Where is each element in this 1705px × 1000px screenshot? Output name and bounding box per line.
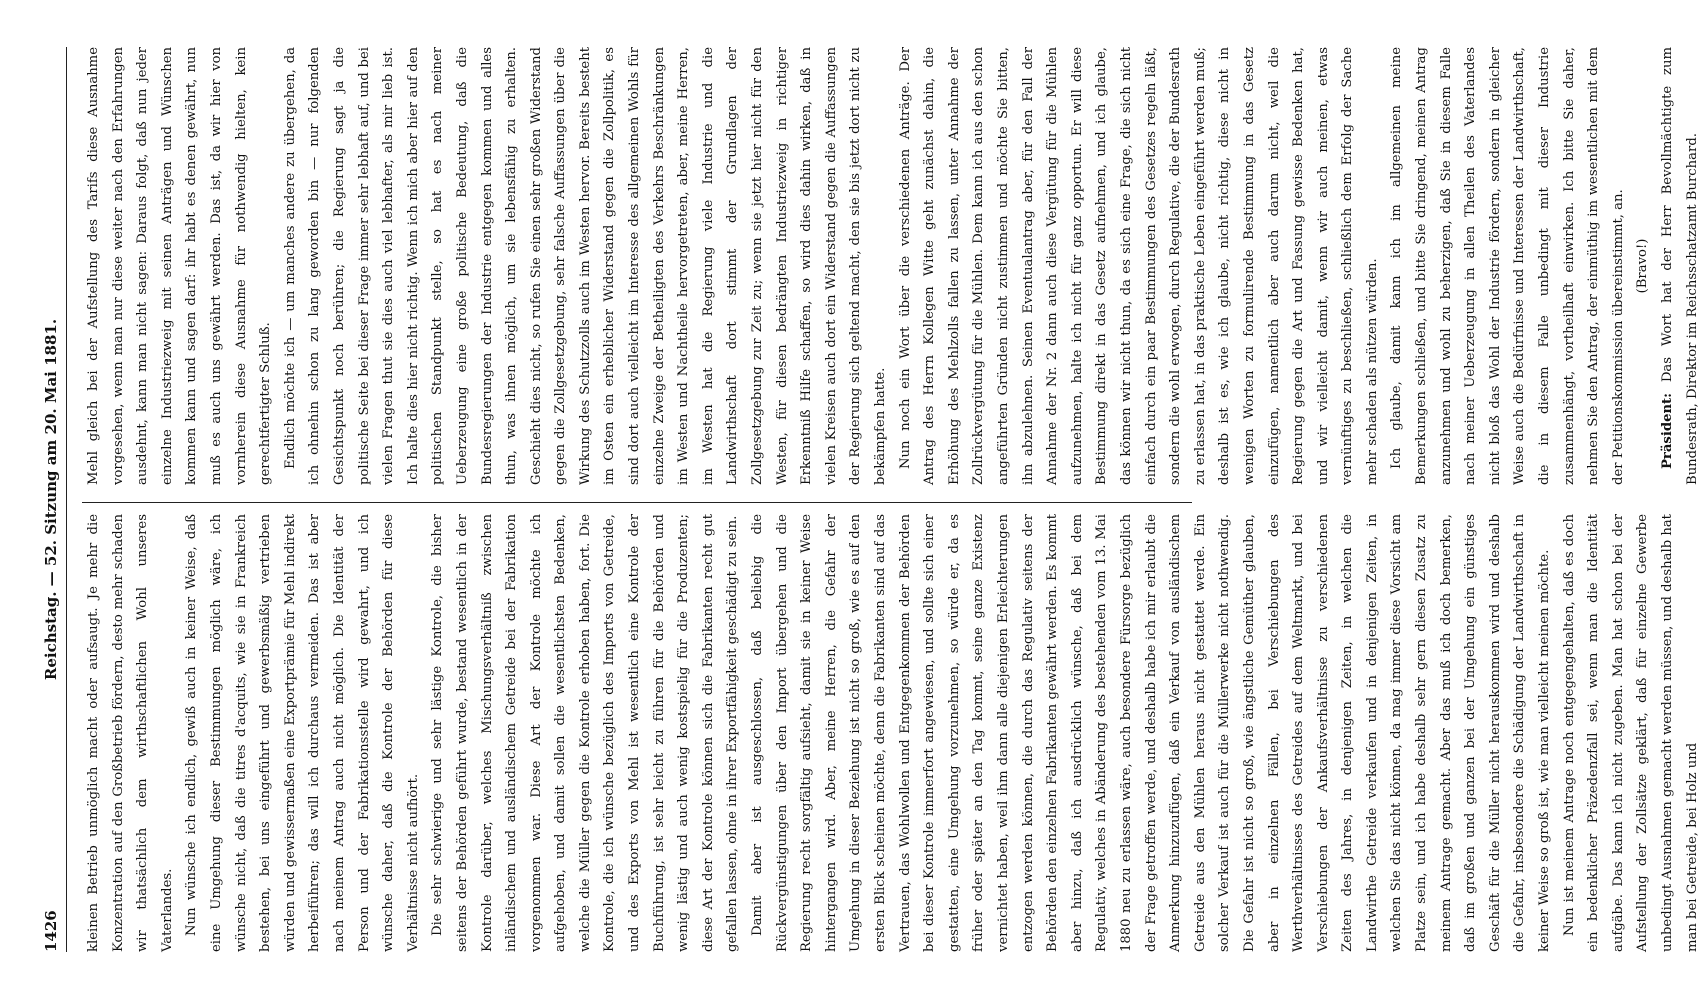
paragraph: Nun noch ein Wort über die verschiedenen Anträge. Der Antrag des Herrn Kollegen Witte geht zunächst dahin, die Erhöhung des Mehlzolls fallen zu lassen, unter Annahme der Zollrückvergütung für die Mühlen. Dem kann ich aus den schon angeführten Gründen nicht zustimmen und möchte Sie bitten, ihn abzulehnen. Seinen Eventualantrag aber, für den Fall der Annahme der Nr. 2 dann auch diese Vergütung für die Mühlen aufzunehmen, halte ich nicht für ganz opportun. Er will diese Bestimmung direkt in das Gesetz aufnehmen, und ich glaube, das können wir nicht thun, da es sich eine Frage, die sich nicht einfach durch ein paar Bestimmungen des Gesetzes regeln läßt, sondern die wohl erwogen, durch Regulative, die der Bundesrath zu erlassen hat, in das praktische Leben eingeführt werden muß; deshalb ist es, wie ich glaube, nicht richtig, diese nicht in wenigen Worten zu formulirende Bestimmung in das Gesetz einzufügen, namentlich aber auch darum nicht, weil die Regierung gegen die Art und Fassung gewisse Bedenken hat, und wir vielleicht damit, wenn wir auch meinen, etwas vernünftiges zu beschließen, schließlich dem Erfolg der Sache mehr schaden als nützen würden. <box>897 47 1380 485</box>
speaker-label: Präsident: <box>1660 392 1675 469</box>
president-paragraph <box>1656 47 1705 485</box>
paragraph: kleinen Betrieb unmöglich macht oder aufsaugt. Je mehr die Konzentration auf den Großbetrieb fördern, desto mehr schaden wir thatsächlich dem wirthschaftlichen Wohl unseres Vaterlandes. <box>86 514 175 952</box>
page-title: Reichstag. — 52. Sitzung am 20. Mai 1881. <box>42 318 60 681</box>
column-divider <box>82 502 1192 503</box>
applause-note: (Bravo!) <box>1635 238 1651 294</box>
paragraph: Nun wünsche ich endlich, gewiß auch in keiner Weise, daß eine Umgehung dieser Bestimmungen möglich wäre, ich wünsche nicht, daß die titres d'acquits, wie sie in Frankreich bestehen, bei uns eingeführt und gewerbsmäßig vertrieben würden und gewissermaßen eine Exportprämie für Mehl indirekt herbeiführen; das will ich durchaus vermeiden. Das ist aber nach meinem Antrag auch nicht möglich. Die Identität der Person und der Fabrikationsstelle wird gewahrt, und ich wünsche daher, daß die Kontrole der Behörden für diese Verhältnisse nicht aufhört. <box>184 514 421 952</box>
left-column <box>82 514 1700 952</box>
president-text: Das Wort hat der Herr Bevollmächtigte zum Bundesrath, Direktor im Reichsschatzamt Burchard. <box>1660 47 1700 485</box>
paragraph: Mehl gleich bei der Aufstellung des Tarifs diese Ausnahme vorgesehen, wenn man nur diese weiter nach den Erfahrungen ausdehnt, kann man nicht sagen: Daraus folgt, daß nun jeder einzelne Industriezweig mit seinen Anträgen und Wünschen kommen kann und sagen darf: ihr habt es denen gewährt, nun muß es auch uns gewährt werden. Das ist, da wir hier von vornherein diese Ausnahme für nothwendig hielten, kein gerechtfertigter Schluß. <box>86 47 274 485</box>
right-column <box>82 47 1700 485</box>
paragraph: Endlich möchte ich — um manches andere zu übergehen, da ich ohnehin schon zu lang geworden bin — nur folgenden Gesichtspunkt noch berühren; die Regierung sagt ja die politische Seite bei dieser Frage immer sehr lebhaft auf, und bei vielen Fragen thut sie dies auch viel lebhafter, als mir lieb ist. Ich halte dies hier nicht richtig. Wenn ich mich aber hier auf den politischen Standpunkt stelle, so hat es nach meiner Ueberzeugung eine große politische Bedeutung, daß die Bundesregierungen der Industrie entgegen kommen und alles thun, was ihnen möglich, um sie lebensfähig zu erhalten. Geschieht dies nicht, so rufen Sie einen sehr großen Widerstand gegen die Zollgesetzgebung, sehr falsche Auffassungen über die Wirkung des Schutzzolls auch im Westen hervor. Bereits besteht im Osten ein erheblicher Widerstand gegen die Zollpolitik, es sind dort auch vielleicht im Interesse des allgemeinen Wohls für einzelne Zweige der Betheiligten des Verkehrs Beschränkungen im Westen und Nachtheile hervorgetreten, aber, meine Herren, im Westen hat die Regierung viele Industrie und die Landwirthschaft dort stimmt der Grundlagen der Zollgesetzgebung zur Zeit zu; wenn sie jetzt hier nicht für den Westen, für diesen bedrängten Industriezweig in richtiger Erkenntniß Hilfe schaffen, so wird dies dahin wirken, daß in vielen Kreisen auch dort ein Widerstand gegen die Auffassungen der Regierung sich geltend macht, den sie bis jetzt dort nicht zu bekämpfen hatte. <box>282 47 888 485</box>
paragraph: Nun ist meinem Antrage noch entgegengehalten, daß es doch ein bedenklicher Präzedenzfall sei, wenn man die Identität aufgäbe. Das kann ich nicht zugeben. Man hat schon bei der Aufstellung der Zollsätze geklärt, daß für einzelne Gewerbe unbedingt Ausnahmen gemacht werden müssen, und deshalb hat man bei Getreide, bei Holz und <box>1561 514 1700 952</box>
paragraph: Damit aber ist ausgeschlossen, daß beliebig die Rückvergünstigungen über den Import übergehen und die Regierung recht sorgfältig aufsieht, damit sie in keiner Weise hintergangen wird. Aber, meine Herren, die Gefahr der Umgehung in dieser Beziehung ist nicht so groß, wie es auf den ersten Blick scheinen möchte, denn die Fabrikanten sind auf das Vertrauen, das Wohlwollen und Entgegenkommen der Behörden bei dieser Kontrole immerfort angewiesen, und sollte sich einer gestatten, eine Umgehung vorzunehmen, so würde er, da es früher oder später an den Tag kommt, seine ganze Existenz vernichtet haben, weil ihm dann alle diejenigen Erleichterungen entzogen werden können, die durch das Regulativ seitens der Behörden den einzelnen Fabrikanten gewährt werden. Es kommt aber hinzu, daß ich ausdrücklich wünsche, daß bei dem Regulativ, welches in Abänderung des bestehenden vom 13. Mai 1880 neu zu erlassen wäre, auch besondere Fürsorge bezüglich der Frage getroffen werde, und deshalb habe ich mir erlaubt die Anmerkung hinzuzufügen, daß ein Verkauf von ausländischem Getreide aus den Mühlen heraus nicht gestattet werde. Ein solcher Verkauf ist auch für die Müllerwerke nicht nothwendig. Die Gefahr ist nicht so groß, wie ängstliche Gemüther glauben, aber in einzelnen Fällen, bei Verschiebungen des Werthverhältnisses des Getreides auf dem Weltmarkt, und bei Verschiebungen der Ankaufsverhältnisse zu verschiedenen Zeiten des Jahres, in denjenigen Zeiten, in welchen die Landwirthe Getreide verkaufen und in denjenigen Zeiten, in welchen Sie das nicht können, da mag immer diese Vorsicht am Platze sein, und ich habe deshalb sehr gern diesen Zusatz zu meinem Antrage gemacht. Aber das muß ich doch bemerken, daß im großen und ganzen bei der Umgehung ein günstiges Geschäft für die Müller nicht herauskommen wird und deshalb die Gefahr, insbesondere die Schädigung der Landwirthschaft in keiner Weise so groß ist, wie man vielleicht meinen möchte. <box>750 514 1553 952</box>
page-number: 1426 <box>42 910 60 952</box>
page-header <box>40 47 67 952</box>
paragraph: Ich glaube, damit kann ich im allgemeinen meine Bemerkungen schließen, und bitte Sie dringend, meinen Antrag anzunehmen und wohl zu beherzigen, daß Sie in diesem Falle nach meiner Ueberzeugung in allen Theilen des Vaterlandes nicht bloß das Wohl der Industrie fördern, sondern in gleicher Weise auch die Bedürfnisse und Interessen der Landwirthschaft, die in diesem Falle unbedingt mit dieser Industrie zusammenhängt, vortheilhaft einwirken. Ich bitte Sie daher, nehmen Sie den Antrag, der einmüthig im wesentlichen mit dem der Petitionskommission übereinstimmt, an. <box>1389 47 1626 485</box>
paragraph: Die sehr schwierige und sehr lästige Kontrole, die bisher seitens der Behörden geführt wurde, bestand wesentlich in der Kontrole darüber, welches Mischungsverhältniß zwischen inländischem und ausländischem Getreide bei der Fabrikation vorgenommen war. Diese Art der Kontrole möchte ich aufgehoben, und damit sollen die wesentlichsten Bedenken, welche die Müller gegen die Kontrole erhoben haben, fort. Die Kontrole, die ich wünsche bezüglich des Imports von Getreide, und des Exports von Mehl ist wesentlich eine Kontrole der Buchführung, ist sehr leicht zu führen für die Behörden und wenig lästig und auch wenig kostspielig für die Produzenten; diese Art der Kontrole können sich die Fabrikanten recht gut gefallen lassen, ohne in ihrer Exportfähigkeit geschädigt zu sein. <box>430 514 741 952</box>
